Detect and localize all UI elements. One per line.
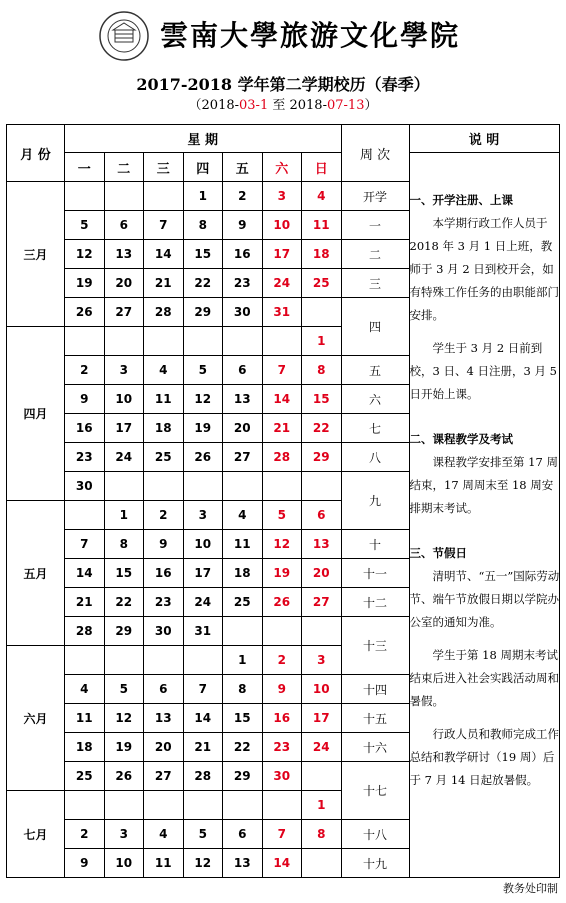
day-cell: 8 (183, 211, 223, 240)
day-cell (223, 327, 263, 356)
day-cell: 3 (104, 820, 144, 849)
day-cell: 22 (302, 414, 342, 443)
day-cell: 26 (104, 762, 144, 791)
week-number: 开学 (341, 182, 409, 211)
day-cell: 24 (302, 733, 342, 762)
day-cell (302, 472, 342, 501)
day-cell: 3 (262, 182, 302, 211)
day-cell: 23 (262, 733, 302, 762)
day-cell: 14 (144, 240, 184, 269)
notes-column-header: 说 明 (409, 125, 559, 153)
day-cell: 3 (302, 646, 342, 675)
day-cell: 5 (65, 211, 105, 240)
day-cell: 12 (183, 385, 223, 414)
day-cell: 6 (302, 501, 342, 530)
day-cell: 14 (65, 559, 105, 588)
notes-paragraph: 本学期行政工作人员于2018 年 3 月 1 日上班，教师于 3 月 2 日到校开会，如有特殊工作任务的由职能部门安排。 (409, 216, 560, 322)
notes-paragraph: 行政人员和教师完成工作总结和教学研讨（19 周）后于 7 月 14 日起放暑假。 (409, 727, 560, 787)
day-cell: 8 (302, 356, 342, 385)
day-cell: 10 (262, 211, 302, 240)
day-cell: 14 (262, 849, 302, 878)
range-close: ） (364, 98, 378, 113)
day-cell: 17 (262, 240, 302, 269)
day-cell: 2 (223, 182, 263, 211)
day-cell: 27 (223, 443, 263, 472)
day-cell: 5 (183, 356, 223, 385)
day-cell (262, 327, 302, 356)
day-cell (302, 617, 342, 646)
day-cell: 21 (65, 588, 105, 617)
day-cell: 10 (183, 530, 223, 559)
day-cell (262, 791, 302, 820)
day-cell: 24 (104, 443, 144, 472)
day-cell (262, 617, 302, 646)
day-cell: 17 (183, 559, 223, 588)
month-column-header: 月 份 (7, 125, 65, 182)
day-cell (262, 472, 302, 501)
day-cell: 25 (65, 762, 105, 791)
day-cell: 11 (144, 385, 184, 414)
weekday-header: 三 (144, 153, 184, 182)
week-number: 七 (341, 414, 409, 443)
day-cell: 14 (262, 385, 302, 414)
day-cell: 11 (65, 704, 105, 733)
day-cell: 7 (144, 211, 184, 240)
week-number: 十一 (341, 559, 409, 588)
day-cell: 19 (262, 559, 302, 588)
day-cell: 30 (262, 762, 302, 791)
day-cell: 25 (144, 443, 184, 472)
day-cell (104, 472, 144, 501)
day-cell (104, 182, 144, 211)
range-prefix: 2018- (201, 98, 240, 113)
day-cell: 12 (65, 240, 105, 269)
week-number: 十九 (341, 849, 409, 878)
week-number: 一 (341, 211, 409, 240)
day-cell: 13 (302, 530, 342, 559)
day-cell: 29 (183, 298, 223, 327)
weekday-header: 一 (65, 153, 105, 182)
day-cell: 17 (302, 704, 342, 733)
day-cell: 25 (302, 269, 342, 298)
day-cell: 2 (144, 501, 184, 530)
week-number: 十 (341, 530, 409, 559)
month-label: 五月 (7, 501, 65, 646)
month-label: 四月 (7, 327, 65, 501)
day-cell: 19 (65, 269, 105, 298)
footer-note: 教务处印制 (503, 882, 558, 895)
week-column-header: 周 次 (341, 125, 409, 182)
day-cell: 30 (223, 298, 263, 327)
day-cell: 15 (104, 559, 144, 588)
range-start: 03-1 (239, 98, 269, 113)
page-title: 2017-2018 学年第二学期校历（春季） (136, 75, 430, 94)
day-cell: 9 (65, 849, 105, 878)
day-cell (302, 762, 342, 791)
day-cell: 7 (262, 356, 302, 385)
day-cell: 10 (104, 385, 144, 414)
week-number: 十四 (341, 675, 409, 704)
day-cell: 14 (183, 704, 223, 733)
day-cell: 9 (65, 385, 105, 414)
day-cell (104, 327, 144, 356)
day-cell (223, 617, 263, 646)
day-cell: 1 (183, 182, 223, 211)
day-cell: 9 (223, 211, 263, 240)
date-range (0, 94, 566, 113)
day-cell: 24 (183, 588, 223, 617)
university-name: 雲南大學旅游文化學院 (160, 19, 461, 52)
day-cell: 26 (183, 443, 223, 472)
day-cell: 12 (262, 530, 302, 559)
day-cell: 13 (223, 849, 263, 878)
day-cell: 21 (144, 269, 184, 298)
week-number: 十六 (341, 733, 409, 762)
day-cell: 16 (144, 559, 184, 588)
notes-section-title: 一、开学注册、上课 (409, 193, 514, 207)
day-cell: 20 (302, 559, 342, 588)
day-cell (65, 791, 105, 820)
day-cell: 18 (65, 733, 105, 762)
day-cell: 21 (262, 414, 302, 443)
day-cell: 11 (144, 849, 184, 878)
week-number: 四 (341, 298, 409, 356)
day-cell: 8 (302, 820, 342, 849)
day-cell: 3 (104, 356, 144, 385)
day-cell: 19 (183, 414, 223, 443)
day-cell: 16 (65, 414, 105, 443)
day-cell: 15 (183, 240, 223, 269)
range-end: 07-13 (326, 98, 365, 113)
range-open: （ (188, 98, 202, 113)
day-cell: 11 (302, 211, 342, 240)
day-cell: 2 (262, 646, 302, 675)
day-cell (65, 327, 105, 356)
day-cell (65, 646, 105, 675)
day-cell: 16 (223, 240, 263, 269)
day-cell: 19 (104, 733, 144, 762)
day-cell: 28 (262, 443, 302, 472)
day-cell (223, 791, 263, 820)
day-cell: 4 (223, 501, 263, 530)
notes-paragraph: 学生于 3 月 2 日前到校，3 日、4 日注册，3 月 5 日开始上课。 (409, 341, 557, 401)
weekday-header: 四 (183, 153, 223, 182)
weekday-header: 五 (223, 153, 263, 182)
day-cell: 24 (262, 269, 302, 298)
day-cell: 17 (104, 414, 144, 443)
notes-section-title: 二、课程教学及考试 (409, 432, 514, 446)
day-cell: 13 (144, 704, 184, 733)
month-label: 六月 (7, 646, 65, 791)
day-cell: 2 (65, 820, 105, 849)
weekday-group-header: 星 期 (65, 125, 342, 153)
day-cell: 31 (183, 617, 223, 646)
day-cell: 22 (104, 588, 144, 617)
day-cell: 7 (183, 675, 223, 704)
day-cell (104, 646, 144, 675)
day-cell: 30 (65, 472, 105, 501)
week-number: 八 (341, 443, 409, 472)
week-number: 二 (341, 240, 409, 269)
day-cell (302, 849, 342, 878)
day-cell: 28 (183, 762, 223, 791)
day-cell: 1 (104, 501, 144, 530)
day-cell: 31 (262, 298, 302, 327)
week-number: 十二 (341, 588, 409, 617)
day-cell: 30 (144, 617, 184, 646)
day-cell: 13 (104, 240, 144, 269)
day-cell: 6 (223, 820, 263, 849)
day-cell: 18 (302, 240, 342, 269)
day-cell: 18 (223, 559, 263, 588)
university-logo-icon (98, 10, 150, 62)
week-number: 九 (341, 472, 409, 530)
weekday-header: 二 (104, 153, 144, 182)
day-cell: 27 (302, 588, 342, 617)
day-cell: 5 (183, 820, 223, 849)
day-cell: 29 (302, 443, 342, 472)
day-cell: 11 (223, 530, 263, 559)
weekday-header: 日 (302, 153, 342, 182)
range-mid: 至 2018- (268, 98, 327, 113)
day-cell: 18 (144, 414, 184, 443)
day-cell: 9 (262, 675, 302, 704)
day-cell: 10 (104, 849, 144, 878)
day-cell: 20 (223, 414, 263, 443)
day-cell (302, 298, 342, 327)
weekday-header: 六 (262, 153, 302, 182)
day-cell (144, 472, 184, 501)
day-cell (65, 501, 105, 530)
day-cell: 6 (223, 356, 263, 385)
day-cell: 4 (144, 820, 184, 849)
day-cell (223, 472, 263, 501)
school-calendar-table (6, 124, 560, 878)
day-cell: 23 (144, 588, 184, 617)
day-cell: 10 (302, 675, 342, 704)
day-cell: 23 (223, 269, 263, 298)
day-cell: 5 (104, 675, 144, 704)
day-cell: 5 (262, 501, 302, 530)
day-cell: 29 (223, 762, 263, 791)
day-cell: 28 (65, 617, 105, 646)
notes-section-title: 三、节假日 (409, 546, 468, 560)
day-cell (104, 791, 144, 820)
day-cell (183, 472, 223, 501)
day-cell: 1 (302, 327, 342, 356)
day-cell: 20 (144, 733, 184, 762)
day-cell: 4 (144, 356, 184, 385)
day-cell: 22 (183, 269, 223, 298)
notes-paragraph: 清明节、“五一”国际劳动节、端午节放假日期以学院办公室的通知为准。 (409, 569, 560, 629)
day-cell: 26 (65, 298, 105, 327)
day-cell: 1 (302, 791, 342, 820)
day-cell (65, 182, 105, 211)
day-cell: 7 (262, 820, 302, 849)
day-cell: 28 (144, 298, 184, 327)
day-cell (144, 182, 184, 211)
day-cell (144, 791, 184, 820)
page-header (0, 0, 566, 125)
notes-content (410, 153, 560, 792)
day-cell (144, 327, 184, 356)
day-cell: 15 (223, 704, 263, 733)
day-cell: 7 (65, 530, 105, 559)
day-cell: 25 (223, 588, 263, 617)
notes-paragraph: 课程教学安排至第 17 周结束，17 周周末至 18 周安排期末考试。 (409, 455, 558, 515)
day-cell: 26 (262, 588, 302, 617)
day-cell: 4 (65, 675, 105, 704)
day-cell: 27 (144, 762, 184, 791)
month-label: 三月 (7, 182, 65, 327)
day-cell: 16 (262, 704, 302, 733)
day-cell (144, 646, 184, 675)
week-number: 十七 (341, 762, 409, 820)
day-cell: 15 (302, 385, 342, 414)
day-cell: 13 (223, 385, 263, 414)
day-cell: 21 (183, 733, 223, 762)
day-cell: 12 (183, 849, 223, 878)
week-number: 十八 (341, 820, 409, 849)
day-cell (183, 646, 223, 675)
day-cell: 8 (223, 675, 263, 704)
day-cell: 6 (144, 675, 184, 704)
day-cell: 6 (104, 211, 144, 240)
day-cell (183, 327, 223, 356)
notes-paragraph: 学生于第 18 周期末考试结束后进入社会实践活动周和暑假。 (409, 648, 560, 708)
day-cell: 2 (65, 356, 105, 385)
day-cell: 12 (104, 704, 144, 733)
day-cell: 23 (65, 443, 105, 472)
week-number: 三 (341, 269, 409, 298)
notes-cell (409, 153, 559, 878)
day-cell: 8 (104, 530, 144, 559)
day-cell: 29 (104, 617, 144, 646)
day-cell: 27 (104, 298, 144, 327)
week-number: 十五 (341, 704, 409, 733)
day-cell: 3 (183, 501, 223, 530)
week-number: 六 (341, 385, 409, 414)
day-cell: 4 (302, 182, 342, 211)
week-number: 十三 (341, 617, 409, 675)
day-cell: 9 (144, 530, 184, 559)
day-cell: 1 (223, 646, 263, 675)
week-number: 五 (341, 356, 409, 385)
month-label: 七月 (7, 791, 65, 878)
day-cell: 22 (223, 733, 263, 762)
day-cell (183, 791, 223, 820)
day-cell: 20 (104, 269, 144, 298)
